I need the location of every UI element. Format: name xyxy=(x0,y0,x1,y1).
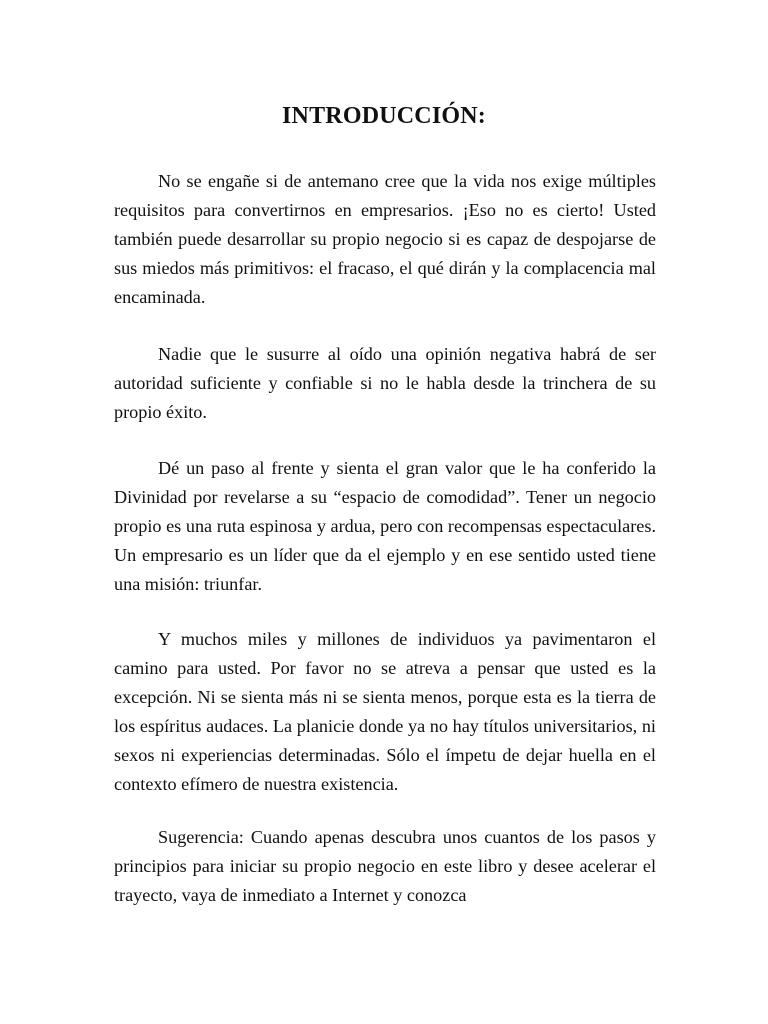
page-title: INTRODUCCIÓN: xyxy=(282,103,486,129)
paragraph-4: Y muchos miles y millones de individuos ya pavimentaron el camino para usted. Por favor no se atreva a pensar que usted es la excepción. Ni se sienta más ni se sienta menos, porque esta es la tierra de los espíritus audaces. La planicie donde ya no hay títulos universitarios, ni sexos ni experiencias determinadas. Sólo el ímpetu de dejar huella en el contexto efímero de nuestra existencia. xyxy=(114,629,656,794)
paragraph-2: Nadie que le susurre al oído una opinión negativa habrá de ser autoridad suficiente y confiable si no le habla desde la trinchera de su propio éxito. xyxy=(114,344,656,422)
paragraph-5: Sugerencia: Cuando apenas descubra unos cuantos de los pasos y principios para iniciar su propio negocio en este libro y desee acelerar el trayecto, vaya de inmediato a Internet y conozca xyxy=(114,827,656,905)
paragraph-1: No se engañe si de antemano cree que la vida nos exige múltiples requisitos para convertirnos en empresarios. ¡Eso no es cierto! Usted también puede desarrollar su propio negocio si es capaz de despojarse de sus miedos más primitivos: el fracaso, el qué dirán y la complacencia mal encaminada. xyxy=(114,171,656,307)
paragraph-3: Dé un paso al frente y sienta el gran valor que le ha conferido la Divinidad por revelarse a su “espacio de comodidad”. Tener un negocio propio es una ruta espinosa y ardua, pero con recompensas espectaculares. Un empresario es un líder que da el ejemplo y en ese sentido usted tiene una misión: triunfar. xyxy=(114,458,656,594)
